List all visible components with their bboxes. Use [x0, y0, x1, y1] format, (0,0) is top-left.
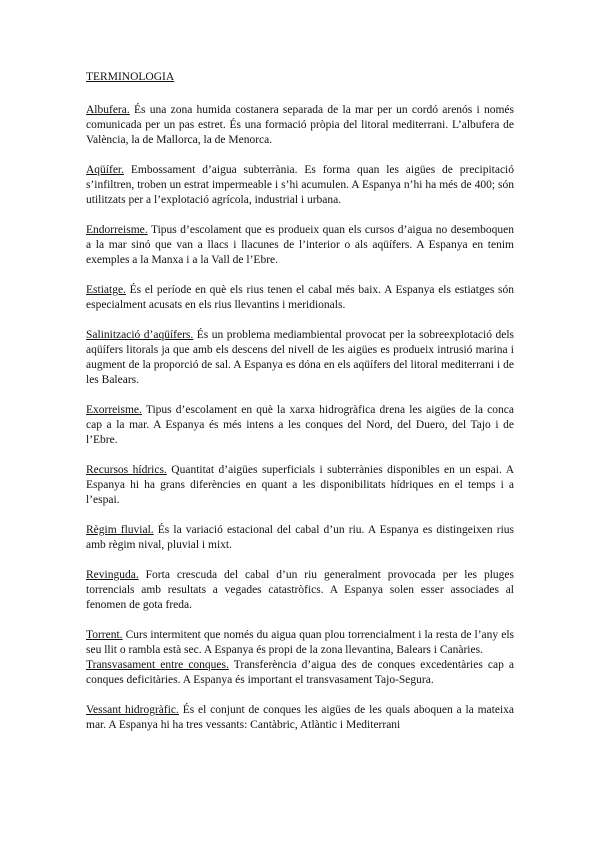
entry-definition: Forta crescuda del cabal d’un riu generalment provocada per les pluges torrencials amb resultats a vegades catastròfics. A Espanya solen esser associades al fenomen de gota freda. [86, 569, 514, 611]
document-title: TERMINOLOGIA [86, 71, 175, 83]
entry-definition: Quantitat d’aigües superficials i subterrànies disponibles en un espai. A Espanya hi ha grans diferències en quant a les disponibilitats hídriques en el temps i a l’espai. [86, 464, 514, 506]
entry-definition: Tipus d’escolament en què la xarxa hidrogràfica drena les aigües de la conca cap a la mar. A Espanya és més intens a les conques del Nord, del Duero, del Tajo i de l’Ebre. [86, 404, 514, 446]
entry-vessant-hidrografic [86, 703, 514, 733]
entry-term: Revinguda. [86, 569, 139, 581]
entry-term: Estiatge. [86, 284, 126, 296]
entry-definition: És una zona humida costanera separada de la mar per un cordó arenós i només comunicada per un pas estret. És una formació pròpia del litoral mediterrani. L’albufera de València, la de Mallorca, la de Menorca. [86, 104, 514, 146]
entry-albufera [86, 103, 514, 148]
entry-definition: És el període en què els rius tenen el cabal més baix. A Espanya els estiatges són especialment acusats en els rius llevantins i meridionals. [86, 284, 514, 311]
entry-term: Recursos hídrics. [86, 464, 167, 476]
entry-endorreisme [86, 223, 514, 268]
entry-aquifer [86, 163, 514, 208]
entry-term: Torrent. [86, 629, 123, 641]
entry-revinguda [86, 568, 514, 613]
entry-term: Règim fluvial. [86, 524, 154, 536]
entry-term: Albufera. [86, 104, 130, 116]
entry-term: Aqüífer. [86, 164, 125, 176]
entry-definition: És la variació estacional del cabal d’un riu. A Espanya es distingeixen rius amb règim nival, pluvial i mixt. [86, 524, 514, 551]
entry-recursos-hidrics [86, 463, 514, 508]
entry-definition: És el conjunt de conques les aigües de les quals aboquen a la mateixa mar. A Espanya hi ha tres vessants: Cantàbric, Atlàntic i Mediterrani [86, 704, 514, 731]
entry-term: Transvasament entre conques. [86, 659, 229, 671]
entry-definition: Tipus d’escolament que es produeix quan els cursos d’aigua no desemboquen a la mar sinó que van a llacs i llacunes de l’interior o als aqüífers. A Espanya en tenim exemples a la Manxa i a la Vall de l’Ebre. [86, 224, 514, 266]
entry-torrent [86, 628, 514, 658]
entry-definition: És un problema mediambiental provocat per la sobreexplotació dels aqüífers litorals ja que amb els descens del nivell de les aigües es produeix intrusió marina i augment de la proporció de sal. A Espanya es dóna en els aqüífers del litoral mediterrani i de les Balears. [86, 329, 514, 386]
entry-regim-fluvial [86, 523, 514, 553]
entry-transvasament [86, 658, 514, 688]
document-page [86, 70, 514, 748]
entry-exorreisme [86, 403, 514, 448]
entry-term: Salinització d’aqüífers. [86, 329, 194, 341]
entry-salinitzacio [86, 328, 514, 388]
entry-estiatge [86, 283, 514, 313]
entry-term: Vessant hidrogràfic. [86, 704, 179, 716]
entry-definition: Embossament d’aigua subterrània. Es forma quan les aigües de precipitació s’infiltren, troben un estrat impermeable i s’hi acumulen. A Espanya n’hi ha més de 400; són utilitzats per a l’explotació agrícola, industrial i urbana. [86, 164, 514, 206]
entry-definition: Curs intermitent que només du aigua quan plou torrencialment i la resta de l’any els seu llit o rambla està sec. A Espanya és propi de la zona llevantina, Balears i Canàries. [86, 629, 514, 656]
entry-term: Endorreisme. [86, 224, 148, 236]
entry-term: Exorreisme. [86, 404, 142, 416]
entry-definition: Transferència d’aigua des de conques excedentàries cap a conques deficitàries. A Espanya és important el transvasament Tajo-Segura. [86, 659, 515, 686]
